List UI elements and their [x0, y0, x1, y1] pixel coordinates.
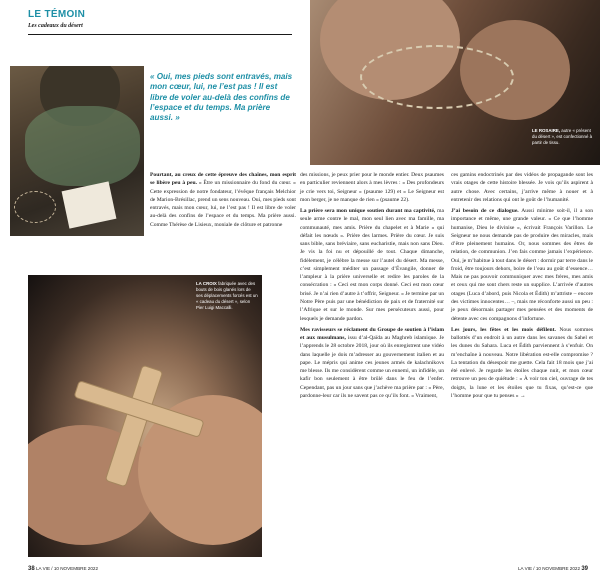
caption-croix-text: fabriquée avec des bouts de bois glanés lors de ses déplacements forcés est un « cadeau du désert », selon Pier Luigi Maccalli.	[196, 281, 258, 310]
col2-p3-lead: Mes ravisseurs se réclament du Groupe de soutien à l’islam et aux musulmans,	[300, 326, 444, 342]
rosary-shape	[14, 191, 56, 223]
section-title: LE TÉMOIN	[28, 9, 86, 20]
col1-text: « Être un missionnaire du fond du cœur. » Cette expression de notre fondateur, l’évêque français Melchior de Marion-Brésillac, prend un sens nouveau. Oui, mes pieds sont entravés, mais mon cœur, lui, ne l’est pas ! Il est libre de voler au-delà des confins de l’espace et du temps. Ma prière aussi. Comme Thérèse de Lisieux, moniale de clôture et patronne	[150, 180, 296, 228]
photo-man-reading	[10, 66, 144, 236]
col3-p2-text: Aussi minime soit-il, il a son importance et même, une grande valeur. « Ce que l’homme humanise, Dieu le divinise », écrivait François Varillon. Le Seigneur ne nous demande pas de produire des miracles, mais d’être pleinement humains. Or, nous sommes des êtres de relation, de communion. J’en fais comme jamais l’expérience. Oui, je m’habitue à tout dans le désert : dormir par terre dans le froid, être toujours dehors, boire de l’eau au goût d’essence… Mais ne pas pouvoir communiquer avec mes frères, mes amis et ceux qui me sont chers reste un supplice. L’arrivée d’autres otages (Luca d’abord, puis Nicola et Édith) m’attriste – encore des victimes innocentes… –, mais me réconforte aussi un peu : je peux désormais partager mes pensées et des moments de détente avec ces compagnons d’infortune.	[451, 208, 594, 322]
col1-lead: Pourtant, au creux de cette épreuve des chaînes, mon esprit se libère peu à peu.	[150, 172, 296, 187]
article-column-3	[451, 171, 593, 403]
col2-p2-lead: La prière sera mon unique soutien durant ma captivité,	[300, 208, 436, 215]
col3-p2-lead: J’ai besoin de ce dialogue.	[451, 208, 519, 215]
photo-rosary	[310, 0, 600, 165]
caption-rosaire-text: autre « présent du désert », est confectionné à partir de tissu.	[532, 128, 593, 145]
shirt-shape	[25, 106, 140, 186]
col3-paragraph-1: ces gamins endoctrinés par des vidéos de propagande sont les vrais otages de cette histoire blessée. Je vois qu’ils aspirent à autre chose. Avec certains, j’arrive même à nouer et à entretenir des relations qui ont le goût de l’humanité.	[451, 172, 593, 203]
col2-paragraph-1: des missions, je peux prier pour le monde entier. Deux psaumes en particulier reviennent alors à mes lèvres : « Des profondeurs je crie vers toi, Seigneur » (psaume 129) et « Le Seigneur est mon berger, je ne manque de rien » (psaume 22).	[300, 172, 444, 203]
page-number-right: 39	[581, 566, 588, 572]
article-column-1	[150, 171, 296, 232]
caption-croix	[196, 281, 258, 311]
continue-arrow-icon: →	[520, 392, 526, 399]
rosary-cord	[360, 45, 514, 109]
caption-rosaire	[532, 128, 594, 146]
page-number-left: 38	[28, 566, 35, 572]
photo-cross-hands	[28, 275, 262, 557]
caption-croix-title: LA CROIX	[196, 281, 217, 286]
col3-p3-lead: Les jours, les fêtes et les mois défilent.	[451, 326, 556, 333]
folio-left	[28, 566, 98, 572]
col2-p3-text: issu d’al-Qaïda au Maghreb islamique. Je l’apprends le 28 octobre 2018, jour où ils enregistrent une vidéo dans laquelle je dois m’adresser au gouvernement italien et au pape. Le mépris qui anime ces jeunes armés de kalachnikovs me blesse. Ils me considèrent comme un ennemi, un infidèle, un kafir bon seulement à être brûlé dans le feu de l’enfer. Cependant, pas un jour sans que j’achève ma prière par : « Père, pardonne-leur car ils ne savent pas ce qu’ils font. » Vraiment,	[300, 335, 444, 399]
pull-quote: « Oui, mes pieds sont entravés, mais mon cœur, lui, ne l’est pas ! Il est libre de voler au-delà des confins de l’espace et du temps. Ma prière aussi. »	[150, 72, 293, 123]
section-subtitle: Les cadeaux du désert	[28, 23, 83, 29]
folio-left-text: LA VIE / 10 NOVEMBRE 2022	[35, 566, 99, 571]
col2-p2-text: ma seule arme contre le mal, mon seul lien avec ma famille, ma communauté, mes amis. Prière du chapelet et à Marie « qui défait les nœuds ». Prière des larmes. Prière du cœur. Je suis sans bible, sans bréviaire, sans eucharistie, mais non sans Dieu. Je vis la foi nu et dépouillé de tout. Chaque dimanche, fidèlement, je célèbre la messe sur l’autel du désert. Ma messe, c’est simplement méditer un passage d’Évangile, donner de l’ampleur à la prière universelle et redire les paroles de la consécration : « Ceci est mon corps donné. Ceci est mon cœur brisé. Je n’ai rien d’autre à t’offrir, Seigneur. » Je termine par un Notre Père puis par une bénédiction de paix et de fraternité sur l’Afrique et sur le monde. Sur mes persécuteurs aussi, pour lesquels je demande pardon.	[300, 208, 444, 322]
caption-rosaire-title: LE ROSAIRE,	[532, 128, 561, 133]
paper-sheet	[62, 181, 117, 228]
col3-p3-text: Nous sommes ballottés d’un endroit à un autre dans les savanes du Sahel et les dunes du Sahara. Luca et Édith parviennent à s’enfuir. On m’enchaîne à nouveau. Notre libération est-elle compromise ? La tentation du désespoir me guette. Cela fait 18 mois que j’ai été enlevé. Je regarde les étoiles chaque nuit, et mon cœur retrouve un peu de quiétude : « À voir ton ciel, ouvrage de tes doigts, la lune et les étoiles que tu fixas, qu’est-ce que l’homme pour que tu penses »	[451, 326, 594, 399]
folio-right-text: LA VIE / 10 NOVEMBRE 2022	[517, 566, 581, 571]
folio-right	[518, 566, 588, 572]
article-column-2	[300, 171, 444, 403]
header-rule	[28, 34, 292, 35]
